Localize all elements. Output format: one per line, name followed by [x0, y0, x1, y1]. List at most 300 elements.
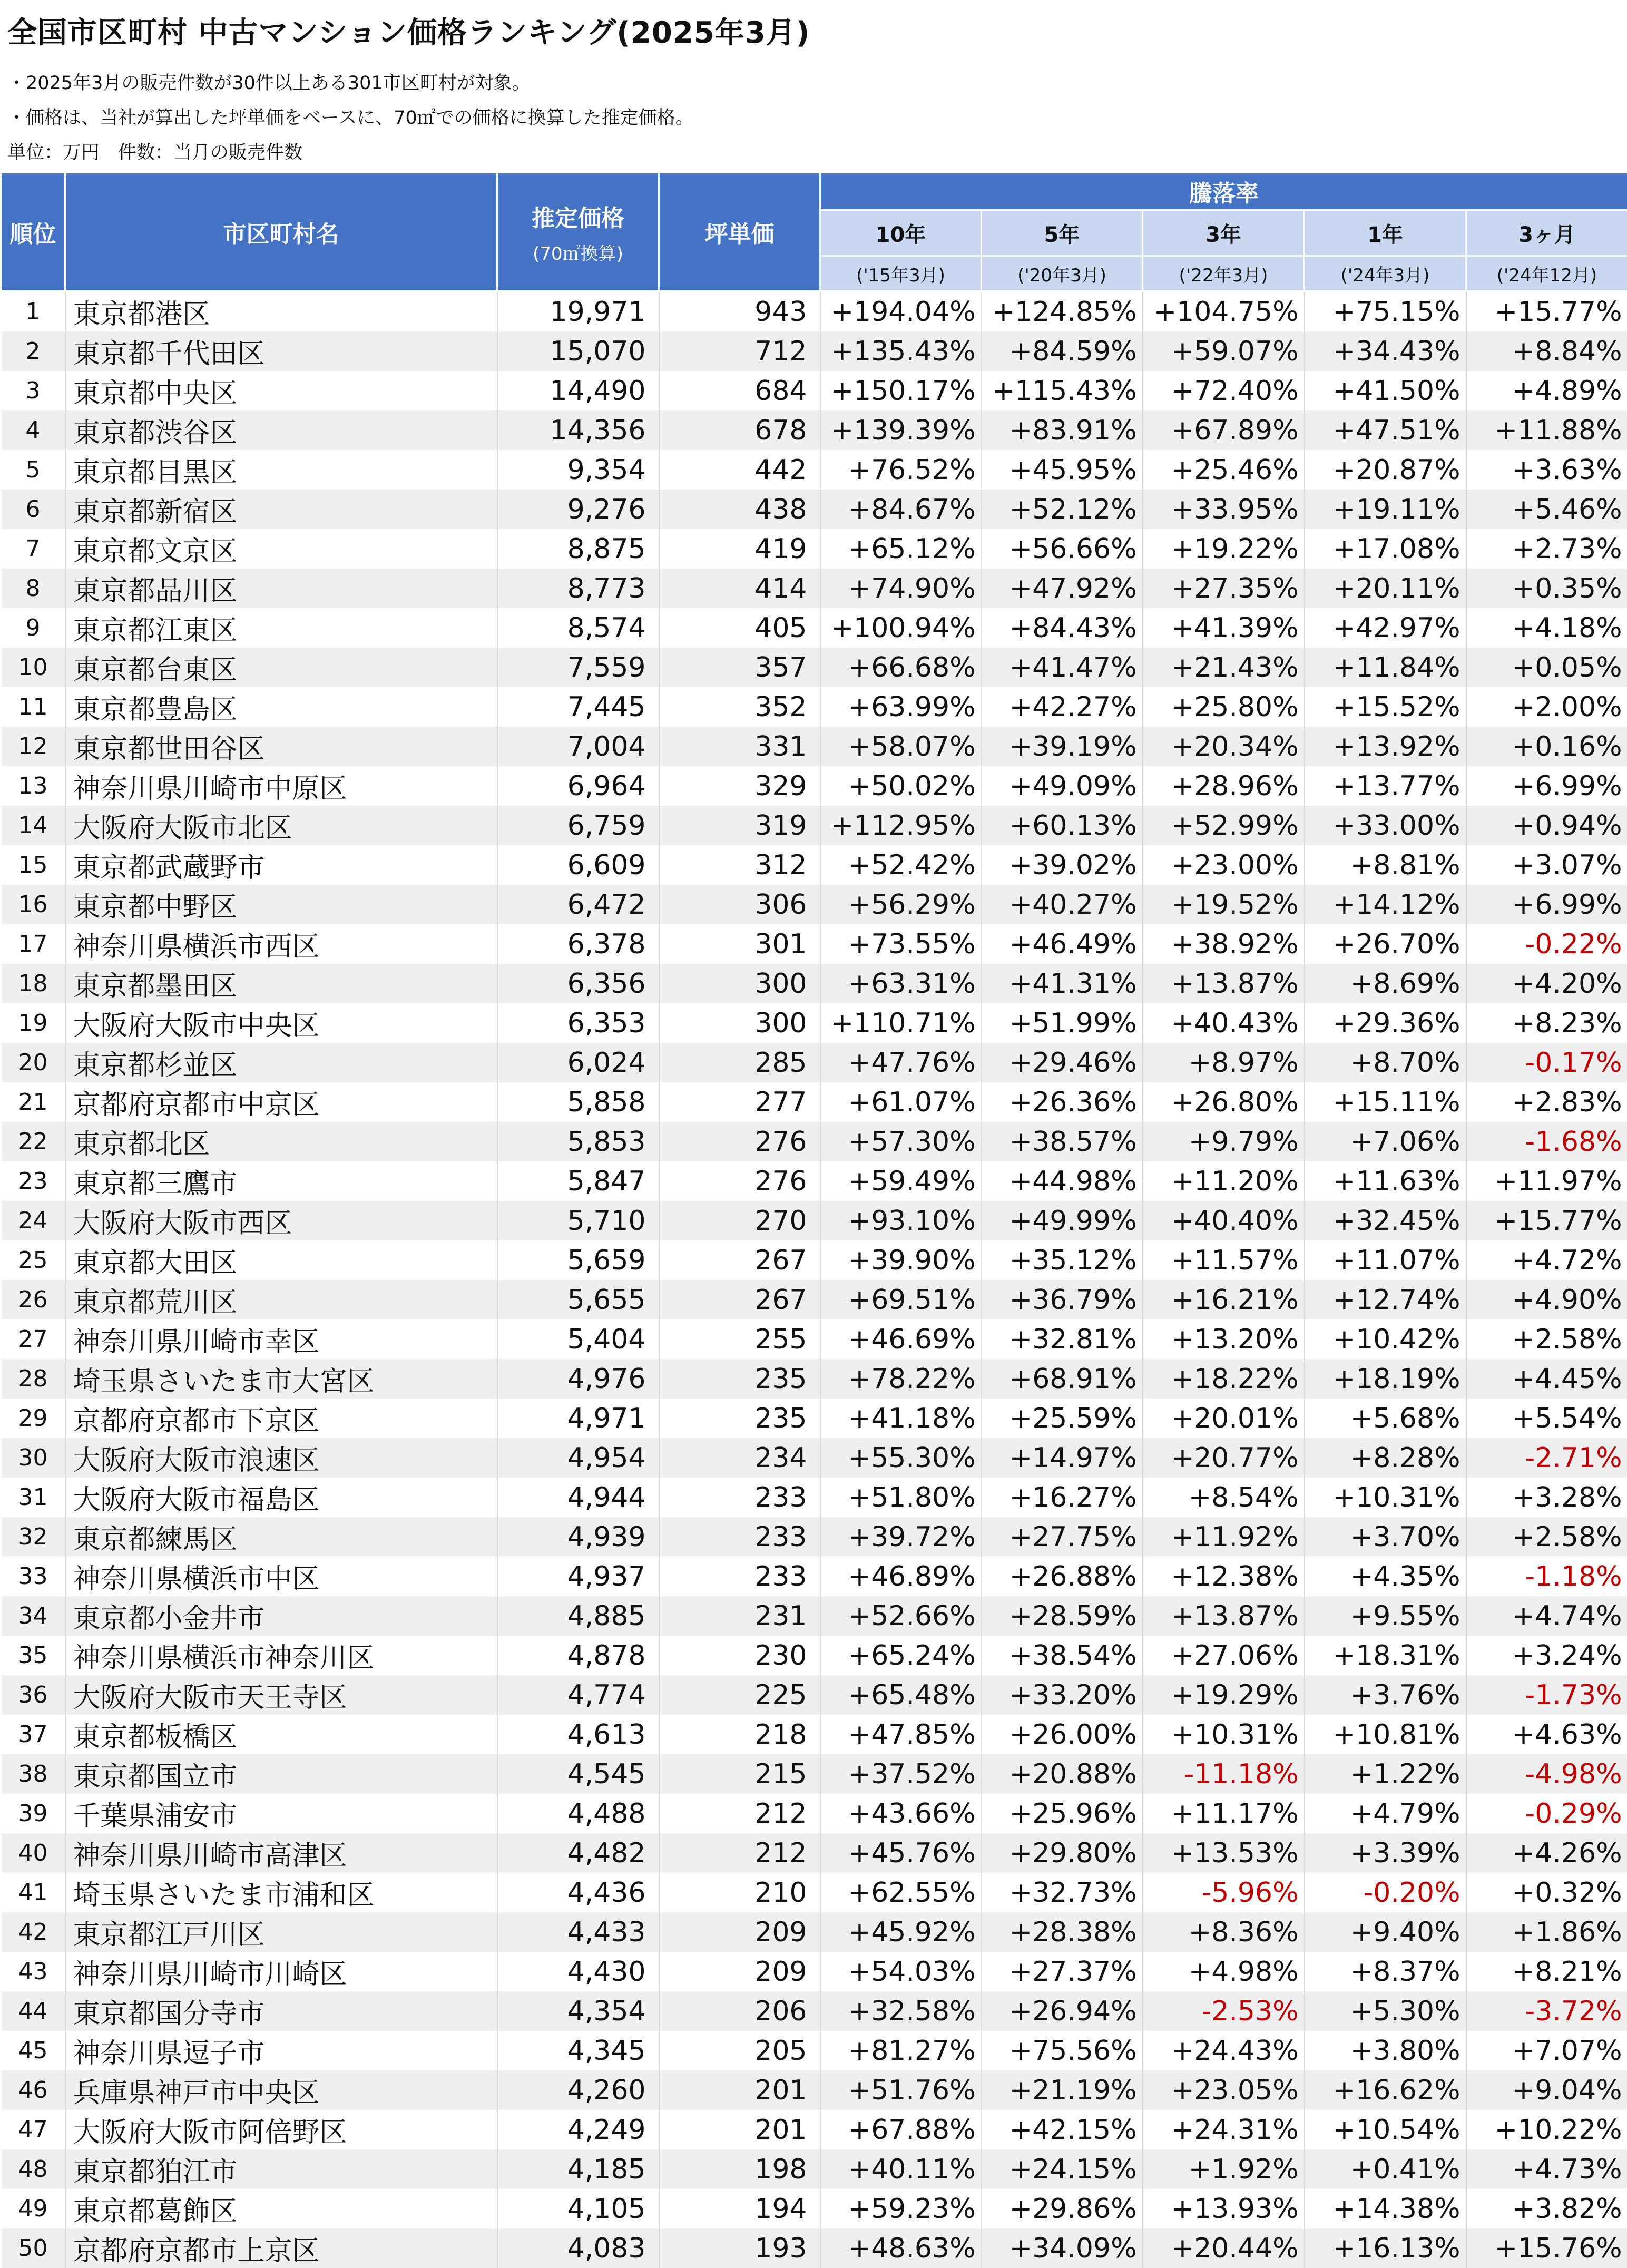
table-row	[1, 608, 1627, 648]
rise-3m-cell: +11.88%	[1466, 410, 1627, 450]
rank-cell: 1	[1, 291, 65, 332]
rise-1y-cell: +9.40%	[1305, 1912, 1466, 1952]
rank-cell: 45	[1, 2031, 65, 2070]
rise-1y-cell: +20.11%	[1305, 569, 1466, 608]
table-row	[1, 1003, 1627, 1043]
rank-cell: 28	[1, 1359, 65, 1399]
rise-3y-cell: +12.38%	[1143, 1557, 1305, 1596]
rise-3m-cell: +15.77%	[1466, 291, 1627, 332]
tsubo-cell: 194	[659, 2189, 820, 2228]
name-cell: 東京都墨田区	[65, 964, 497, 1003]
header-base-10y: ('15年3月)	[820, 256, 982, 291]
rise-3y-cell: +13.87%	[1143, 1596, 1305, 1636]
rise-3m-cell: +4.90%	[1466, 1280, 1627, 1319]
name-cell: 大阪府大阪市中央区	[65, 1003, 497, 1043]
rank-cell: 26	[1, 1280, 65, 1319]
tsubo-cell: 943	[659, 291, 820, 332]
table-row	[1, 1478, 1627, 1517]
rise-3m-cell: -1.68%	[1466, 1122, 1627, 1161]
rise-3y-cell: +24.43%	[1143, 2031, 1305, 2070]
table-row	[1, 1794, 1627, 1833]
rise-10y-cell: +66.68%	[820, 648, 982, 687]
tsubo-cell: 300	[659, 964, 820, 1003]
rise-1y-cell: +75.15%	[1305, 291, 1466, 332]
rise-3m-cell: +0.16%	[1466, 727, 1627, 766]
tsubo-cell: 352	[659, 687, 820, 727]
rank-cell: 40	[1, 1833, 65, 1873]
table-row	[1, 1675, 1627, 1715]
name-cell: 東京都葛飾区	[65, 2189, 497, 2228]
rise-5y-cell: +52.12%	[982, 490, 1143, 529]
rise-3m-cell: +6.99%	[1466, 885, 1627, 924]
rise-5y-cell: +56.66%	[982, 529, 1143, 569]
price-cell: 5,655	[497, 1280, 659, 1319]
rise-5y-cell: +36.79%	[982, 1280, 1143, 1319]
table-row	[1, 687, 1627, 727]
price-cell: 4,185	[497, 2149, 659, 2189]
tsubo-cell: 198	[659, 2149, 820, 2189]
rise-10y-cell: +73.55%	[820, 924, 982, 964]
name-cell: 東京都北区	[65, 1122, 497, 1161]
rise-3m-cell: +4.20%	[1466, 964, 1627, 1003]
rise-5y-cell: +20.88%	[982, 1754, 1143, 1794]
price-cell: 6,024	[497, 1043, 659, 1082]
tsubo-cell: 319	[659, 806, 820, 845]
rise-3m-cell: +4.73%	[1466, 2149, 1627, 2189]
rise-3m-cell: +2.73%	[1466, 529, 1627, 569]
rise-3y-cell: +9.79%	[1143, 1122, 1305, 1161]
rise-3y-cell: +13.87%	[1143, 964, 1305, 1003]
tsubo-cell: 267	[659, 1280, 820, 1319]
rise-10y-cell: +81.27%	[820, 2031, 982, 2070]
price-cell: 4,774	[497, 1675, 659, 1715]
rise-3m-cell: +4.18%	[1466, 608, 1627, 648]
table-row	[1, 1715, 1627, 1754]
rise-1y-cell: +13.77%	[1305, 766, 1466, 806]
rise-3m-cell: +2.58%	[1466, 1319, 1627, 1359]
rise-1y-cell: +11.63%	[1305, 1161, 1466, 1201]
rise-5y-cell: +32.73%	[982, 1873, 1143, 1912]
rise-10y-cell: +39.90%	[820, 1240, 982, 1280]
name-cell: 神奈川県横浜市中区	[65, 1557, 497, 1596]
rise-3m-cell: +15.77%	[1466, 1201, 1627, 1240]
price-cell: 4,260	[497, 2070, 659, 2110]
rank-cell: 34	[1, 1596, 65, 1636]
rank-cell: 2	[1, 331, 65, 371]
tsubo-cell: 212	[659, 1833, 820, 1873]
table-row	[1, 1319, 1627, 1359]
rise-5y-cell: +41.47%	[982, 648, 1143, 687]
name-cell: 大阪府大阪市浪速区	[65, 1438, 497, 1478]
name-cell: 東京都国立市	[65, 1754, 497, 1794]
rise-3y-cell: +23.00%	[1143, 845, 1305, 885]
rise-3m-cell: +4.63%	[1466, 1715, 1627, 1754]
price-cell: 5,858	[497, 1082, 659, 1122]
header-price-label: 推定価格	[532, 205, 624, 232]
price-cell: 6,472	[497, 885, 659, 924]
rise-3m-cell: -0.29%	[1466, 1794, 1627, 1833]
rise-3m-cell: +7.07%	[1466, 2031, 1627, 2070]
price-cell: 7,559	[497, 648, 659, 687]
rise-10y-cell: +74.90%	[820, 569, 982, 608]
ranking-table	[0, 172, 1627, 2268]
price-cell: 4,436	[497, 1873, 659, 1912]
rise-5y-cell: +16.27%	[982, 1478, 1143, 1517]
unit-note: 単位：万円 件数：当月の販売件数	[7, 138, 302, 164]
table-row	[1, 1240, 1627, 1280]
rise-10y-cell: +54.03%	[820, 1952, 982, 1991]
rank-cell: 39	[1, 1794, 65, 1833]
rise-10y-cell: +93.10%	[820, 1201, 982, 1240]
rank-cell: 16	[1, 885, 65, 924]
price-cell: 4,939	[497, 1517, 659, 1557]
rise-1y-cell: +26.70%	[1305, 924, 1466, 964]
rise-3y-cell: +23.05%	[1143, 2070, 1305, 2110]
rise-10y-cell: +59.23%	[820, 2189, 982, 2228]
rank-cell: 25	[1, 1240, 65, 1280]
name-cell: 兵庫県神戸市中央区	[65, 2070, 497, 2110]
table-row	[1, 885, 1627, 924]
rank-cell: 46	[1, 2070, 65, 2110]
name-cell: 東京都武蔵野市	[65, 845, 497, 885]
rise-3y-cell: +104.75%	[1143, 291, 1305, 332]
name-cell: 大阪府大阪市天王寺区	[65, 1675, 497, 1715]
rise-3m-cell: +4.89%	[1466, 371, 1627, 410]
table-row	[1, 1399, 1627, 1438]
table-row	[1, 727, 1627, 766]
rank-cell: 32	[1, 1517, 65, 1557]
rise-5y-cell: +41.31%	[982, 964, 1143, 1003]
header-base-3m: ('24年12月)	[1466, 256, 1627, 291]
rise-3m-cell: +4.72%	[1466, 1240, 1627, 1280]
rise-5y-cell: +38.54%	[982, 1636, 1143, 1675]
tsubo-cell: 255	[659, 1319, 820, 1359]
price-cell: 19,971	[497, 291, 659, 332]
tsubo-cell: 201	[659, 2070, 820, 2110]
name-cell: 東京都江東区	[65, 608, 497, 648]
table-row	[1, 766, 1627, 806]
header-tsubo: 坪単価	[659, 173, 820, 291]
name-cell: 東京都豊島区	[65, 687, 497, 727]
price-cell: 4,954	[497, 1438, 659, 1478]
name-cell: 神奈川県横浜市神奈川区	[65, 1636, 497, 1675]
name-cell: 大阪府大阪市西区	[65, 1201, 497, 1240]
rise-1y-cell: +14.38%	[1305, 2189, 1466, 2228]
table-row	[1, 924, 1627, 964]
rank-cell: 13	[1, 766, 65, 806]
rise-1y-cell: +18.31%	[1305, 1636, 1466, 1675]
rise-5y-cell: +42.15%	[982, 2110, 1143, 2149]
header-period-5y: 5年	[982, 210, 1143, 256]
rise-1y-cell: +11.84%	[1305, 648, 1466, 687]
rise-3y-cell: +38.92%	[1143, 924, 1305, 964]
rise-5y-cell: +38.57%	[982, 1122, 1143, 1161]
rise-10y-cell: +55.30%	[820, 1438, 982, 1478]
name-cell: 東京都渋谷区	[65, 410, 497, 450]
rank-cell: 10	[1, 648, 65, 687]
rise-3m-cell: +9.04%	[1466, 2070, 1627, 2110]
rise-5y-cell: +83.91%	[982, 410, 1143, 450]
table-row	[1, 1161, 1627, 1201]
rise-3y-cell: -5.96%	[1143, 1873, 1305, 1912]
rise-3y-cell: +11.57%	[1143, 1240, 1305, 1280]
rise-3y-cell: +67.89%	[1143, 410, 1305, 450]
tsubo-cell: 209	[659, 1952, 820, 1991]
table-row	[1, 1082, 1627, 1122]
rise-3m-cell: +10.22%	[1466, 2110, 1627, 2149]
rise-3y-cell: +19.29%	[1143, 1675, 1305, 1715]
price-cell: 4,545	[497, 1754, 659, 1794]
rise-1y-cell: +12.74%	[1305, 1280, 1466, 1319]
rise-1y-cell: +16.13%	[1305, 2228, 1466, 2268]
rise-3y-cell: +11.17%	[1143, 1794, 1305, 1833]
rise-1y-cell: +16.62%	[1305, 2070, 1466, 2110]
rise-3m-cell: -4.98%	[1466, 1754, 1627, 1794]
table-row	[1, 1280, 1627, 1319]
rise-1y-cell: +8.28%	[1305, 1438, 1466, 1478]
rise-3m-cell: +8.23%	[1466, 1003, 1627, 1043]
name-cell: 東京都中野区	[65, 885, 497, 924]
table-row	[1, 2110, 1627, 2149]
rise-3m-cell: +3.63%	[1466, 450, 1627, 490]
price-cell: 5,847	[497, 1161, 659, 1201]
name-cell: 東京都練馬区	[65, 1517, 497, 1557]
tsubo-cell: 218	[659, 1715, 820, 1754]
rank-cell: 3	[1, 371, 65, 410]
rise-5y-cell: +27.75%	[982, 1517, 1143, 1557]
tsubo-cell: 312	[659, 845, 820, 885]
rise-1y-cell: +4.79%	[1305, 1794, 1466, 1833]
name-cell: 神奈川県川崎市幸区	[65, 1319, 497, 1359]
rise-5y-cell: +21.19%	[982, 2070, 1143, 2110]
rank-cell: 9	[1, 608, 65, 648]
rise-3m-cell: +15.76%	[1466, 2228, 1627, 2268]
tsubo-cell: 205	[659, 2031, 820, 2070]
rank-cell: 33	[1, 1557, 65, 1596]
price-cell: 14,490	[497, 371, 659, 410]
rise-3y-cell: +28.96%	[1143, 766, 1305, 806]
tsubo-cell: 210	[659, 1873, 820, 1912]
rise-1y-cell: +18.19%	[1305, 1359, 1466, 1399]
rise-1y-cell: +47.51%	[1305, 410, 1466, 450]
name-cell: 東京都荒川区	[65, 1280, 497, 1319]
tsubo-cell: 414	[659, 569, 820, 608]
rise-3y-cell: +20.01%	[1143, 1399, 1305, 1438]
rise-5y-cell: +14.97%	[982, 1438, 1143, 1478]
rise-3m-cell: -0.17%	[1466, 1043, 1627, 1082]
rise-3y-cell: +72.40%	[1143, 371, 1305, 410]
rise-10y-cell: +43.66%	[820, 1794, 982, 1833]
rise-10y-cell: +62.55%	[820, 1873, 982, 1912]
rise-10y-cell: +51.76%	[820, 2070, 982, 2110]
rise-5y-cell: +39.02%	[982, 845, 1143, 885]
tsubo-cell: 212	[659, 1794, 820, 1833]
price-cell: 4,482	[497, 1833, 659, 1873]
rise-3y-cell: +11.20%	[1143, 1161, 1305, 1201]
rise-1y-cell: +5.68%	[1305, 1399, 1466, 1438]
price-cell: 4,613	[497, 1715, 659, 1754]
rise-3m-cell: +5.46%	[1466, 490, 1627, 529]
table-row	[1, 1557, 1627, 1596]
table-row	[1, 1517, 1627, 1557]
tsubo-cell: 419	[659, 529, 820, 569]
rank-cell: 11	[1, 687, 65, 727]
rise-3m-cell: +5.54%	[1466, 1399, 1627, 1438]
rise-5y-cell: +40.27%	[982, 885, 1143, 924]
tsubo-cell: 301	[659, 924, 820, 964]
rank-cell: 27	[1, 1319, 65, 1359]
rise-5y-cell: +39.19%	[982, 727, 1143, 766]
table-row	[1, 490, 1627, 529]
price-cell: 4,937	[497, 1557, 659, 1596]
name-cell: 京都府京都市上京区	[65, 2228, 497, 2268]
tsubo-cell: 276	[659, 1161, 820, 1201]
rise-5y-cell: +35.12%	[982, 1240, 1143, 1280]
price-cell: 4,105	[497, 2189, 659, 2228]
note-target: ・2025年3月の販売件数が30件以上ある301市区町村が対象。	[7, 69, 531, 95]
price-cell: 4,878	[497, 1636, 659, 1675]
tsubo-cell: 331	[659, 727, 820, 766]
table-row	[1, 845, 1627, 885]
rise-3m-cell: +4.74%	[1466, 1596, 1627, 1636]
rise-1y-cell: +14.12%	[1305, 885, 1466, 924]
table-row	[1, 1122, 1627, 1161]
tsubo-cell: 678	[659, 410, 820, 450]
rise-5y-cell: +32.81%	[982, 1319, 1143, 1359]
rise-1y-cell: +17.08%	[1305, 529, 1466, 569]
rise-10y-cell: +63.31%	[820, 964, 982, 1003]
rise-10y-cell: +110.71%	[820, 1003, 982, 1043]
rise-5y-cell: +84.43%	[982, 608, 1143, 648]
table-row	[1, 1596, 1627, 1636]
rank-cell: 5	[1, 450, 65, 490]
rise-3m-cell: +8.84%	[1466, 331, 1627, 371]
tsubo-cell: 231	[659, 1596, 820, 1636]
rise-1y-cell: +1.22%	[1305, 1754, 1466, 1794]
header-price	[497, 173, 659, 291]
name-cell: 東京都中央区	[65, 371, 497, 410]
rise-10y-cell: +100.94%	[820, 608, 982, 648]
price-cell: 9,354	[497, 450, 659, 490]
rise-3m-cell: -2.71%	[1466, 1438, 1627, 1478]
rise-5y-cell: +24.15%	[982, 2149, 1143, 2189]
rise-10y-cell: +63.99%	[820, 687, 982, 727]
rise-3m-cell: +2.58%	[1466, 1517, 1627, 1557]
table-row	[1, 1201, 1627, 1240]
table-row	[1, 1636, 1627, 1675]
name-cell: 大阪府大阪市阿倍野区	[65, 2110, 497, 2149]
rank-cell: 7	[1, 529, 65, 569]
price-cell: 4,885	[497, 1596, 659, 1636]
rise-5y-cell: +25.59%	[982, 1399, 1143, 1438]
table-row	[1, 1952, 1627, 1991]
table-row	[1, 291, 1627, 332]
price-cell: 5,853	[497, 1122, 659, 1161]
price-cell: 6,759	[497, 806, 659, 845]
price-cell: 4,971	[497, 1399, 659, 1438]
rise-3y-cell: -2.53%	[1143, 1991, 1305, 2031]
rise-3y-cell: +20.34%	[1143, 727, 1305, 766]
rise-5y-cell: +28.38%	[982, 1912, 1143, 1952]
name-cell: 東京都千代田区	[65, 331, 497, 371]
rise-10y-cell: +56.29%	[820, 885, 982, 924]
rank-cell: 17	[1, 924, 65, 964]
rise-3m-cell: +0.32%	[1466, 1873, 1627, 1912]
tsubo-cell: 285	[659, 1043, 820, 1082]
table-row	[1, 1438, 1627, 1478]
header-rank: 順位	[1, 173, 65, 291]
rise-1y-cell: +3.80%	[1305, 2031, 1466, 2070]
rank-cell: 12	[1, 727, 65, 766]
rise-1y-cell: +13.92%	[1305, 727, 1466, 766]
rise-5y-cell: +49.09%	[982, 766, 1143, 806]
rise-1y-cell: +8.69%	[1305, 964, 1466, 1003]
rise-10y-cell: +150.17%	[820, 371, 982, 410]
rise-3y-cell: +25.46%	[1143, 450, 1305, 490]
rise-10y-cell: +61.07%	[820, 1082, 982, 1122]
name-cell: 埼玉県さいたま市大宮区	[65, 1359, 497, 1399]
rise-3m-cell: -1.18%	[1466, 1557, 1627, 1596]
rise-3y-cell: +26.80%	[1143, 1082, 1305, 1122]
price-cell: 4,488	[497, 1794, 659, 1833]
rank-cell: 19	[1, 1003, 65, 1043]
rise-5y-cell: +47.92%	[982, 569, 1143, 608]
rise-1y-cell: +8.81%	[1305, 845, 1466, 885]
rise-1y-cell: +3.39%	[1305, 1833, 1466, 1873]
table-row	[1, 450, 1627, 490]
table-body	[1, 291, 1627, 2268]
rank-cell: 24	[1, 1201, 65, 1240]
header-name: 市区町村名	[65, 173, 497, 291]
tsubo-cell: 329	[659, 766, 820, 806]
rise-10y-cell: +39.72%	[820, 1517, 982, 1557]
rise-3m-cell: -1.73%	[1466, 1675, 1627, 1715]
rise-10y-cell: +65.12%	[820, 529, 982, 569]
rank-cell: 15	[1, 845, 65, 885]
table-row	[1, 410, 1627, 450]
rise-10y-cell: +32.58%	[820, 1991, 982, 2031]
rise-5y-cell: +68.91%	[982, 1359, 1143, 1399]
rise-5y-cell: +49.99%	[982, 1201, 1143, 1240]
rise-3m-cell: +4.26%	[1466, 1833, 1627, 1873]
table-row	[1, 331, 1627, 371]
rise-3y-cell: +8.36%	[1143, 1912, 1305, 1952]
rise-5y-cell: +124.85%	[982, 291, 1143, 332]
rise-5y-cell: +44.98%	[982, 1161, 1143, 1201]
rise-1y-cell: +10.42%	[1305, 1319, 1466, 1359]
price-cell: 4,976	[497, 1359, 659, 1399]
rise-3y-cell: +21.43%	[1143, 648, 1305, 687]
tsubo-cell: 277	[659, 1082, 820, 1122]
rise-5y-cell: +28.59%	[982, 1596, 1143, 1636]
table-row	[1, 648, 1627, 687]
rise-10y-cell: +139.39%	[820, 410, 982, 450]
price-cell: 7,004	[497, 727, 659, 766]
rank-cell: 41	[1, 1873, 65, 1912]
name-cell: 東京都国分寺市	[65, 1991, 497, 2031]
rise-1y-cell: +7.06%	[1305, 1122, 1466, 1161]
rise-10y-cell: +135.43%	[820, 331, 982, 371]
rank-cell: 8	[1, 569, 65, 608]
rise-5y-cell: +42.27%	[982, 687, 1143, 727]
tsubo-cell: 235	[659, 1399, 820, 1438]
name-cell: 東京都港区	[65, 291, 497, 332]
rank-cell: 21	[1, 1082, 65, 1122]
table-row	[1, 964, 1627, 1003]
price-cell: 4,433	[497, 1912, 659, 1952]
rank-cell: 14	[1, 806, 65, 845]
rise-10y-cell: +40.11%	[820, 2149, 982, 2189]
